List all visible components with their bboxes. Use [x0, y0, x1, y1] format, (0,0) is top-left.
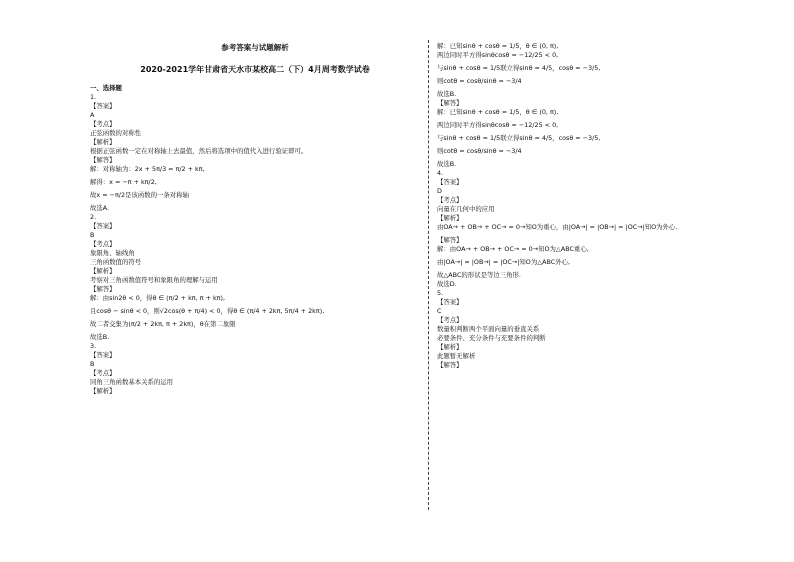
text-line: 故x = −π/2是该函数的一条对称轴 [90, 191, 189, 199]
text-line: 解得：x = −π + kπ/2, [90, 178, 157, 186]
text-line: B [90, 360, 95, 368]
text-line: 考察对三角函数值符号和象限角的理解与运用 [90, 276, 218, 284]
text-line: 【考点】 [437, 196, 463, 204]
text-line: 两边同时平方得sinθcosθ = −12/25 < 0, [437, 51, 559, 59]
text-line: 向量在几何中的应用 [437, 205, 495, 213]
text-line: 象限角、轴线角 [90, 249, 135, 257]
text-line: 此题暂无解析 [437, 352, 476, 360]
text-line: 5. [437, 289, 444, 297]
text-line: 故选B. [437, 160, 457, 168]
text-line: 【解答】 [437, 99, 463, 107]
text-line: 【解析】 [437, 214, 463, 222]
text-line: 【解析】 [90, 387, 116, 395]
text-line: 同角三角函数基本关系的运用 [90, 378, 174, 386]
text-line: 1. [90, 93, 97, 101]
page-title: 参考答案与试题解析 [221, 43, 289, 52]
text-line: 故选A. [90, 204, 110, 212]
text-line: 【解答】 [437, 361, 463, 369]
text-line: 由|OA→| = |OB→| = |OC→|知O为△ABC外心, [437, 258, 571, 266]
text-line: 根据正弦函数一定在对称轴上去最值，然后将选项中的值代入进行验证即可。 [90, 147, 308, 155]
text-line: 故选B. [90, 333, 110, 341]
text-line: 【考点】 [90, 120, 116, 128]
left-column [90, 44, 420, 396]
text-line: 故二者交集为(π/2 + 2kπ, π + 2kπ)，θ在第二象限 [90, 320, 236, 328]
text-line: 【解析】 [90, 267, 116, 275]
text-line: 则cotθ = cosθ/sinθ = −3/4 [437, 147, 522, 155]
text-line: 故选B. [437, 90, 457, 98]
text-line: 故选D. [437, 280, 457, 288]
text-line: A [90, 111, 95, 119]
text-line: 【考点】 [90, 369, 116, 377]
text-line: 由OA→ + OB→ + OC→ = 0→知O为重心，由|OA→| = |OB→| = |OC→|知O为外心. [437, 223, 678, 231]
text-line: 【答案】 [90, 102, 116, 110]
text-line: 则cotθ = cosθ/sinθ = −3/4 [437, 77, 522, 85]
text-line: 【考点】 [90, 240, 116, 248]
text-line: 两边同时平方得sinθcosθ = −12/25 < 0, [437, 121, 559, 129]
text-line: 与sinθ + cosθ = 1/5联立得sinθ = 4/5，cosθ = −3/5, [437, 64, 601, 72]
exam-title: 2020-2021学年甘肃省天水市某校高二（下）4月周考数学试卷 [140, 65, 370, 74]
right-column [437, 42, 737, 370]
text-line: 4. [437, 169, 444, 177]
text-line: 数量积判断两个平面向量的垂直关系 [437, 325, 540, 333]
text-line: C [437, 307, 442, 315]
text-line: 与sinθ + cosθ = 1/5联立得sinθ = 4/5，cosθ = −3/5, [437, 134, 601, 142]
text-line: 【答案】 [90, 222, 116, 230]
text-line: 【答案】 [90, 351, 116, 359]
text-line: 【解答】 [90, 156, 116, 164]
text-line: 【解析】 [437, 343, 463, 351]
text-line: 且cosθ − sinθ < 0，则√2cos(θ + π/4) < 0，得θ ∈ (π/4 + 2kπ, 5π/4 + 2kπ), [90, 307, 325, 315]
text-line: 2. [90, 213, 97, 221]
text-line: 故△ABC的形状是等边三角形. [437, 271, 521, 279]
text-line: 三角函数值的符号 [90, 258, 142, 266]
text-line: 【答案】 [437, 298, 463, 306]
text-line: 一、选择题 [90, 84, 122, 92]
text-line: 【答案】 [437, 178, 463, 186]
text-line: 【解答】 [90, 285, 116, 293]
text-line: B [90, 231, 95, 239]
text-line: 【解析】 [90, 138, 116, 146]
text-line: 解：由OA→ + OB→ + OC→ = 0→知O为△ABC重心, [437, 245, 589, 253]
text-line: D [437, 187, 442, 195]
text-line: 解：对称轴为：2x + 5π/3 = π/2 + kπ, [90, 165, 205, 173]
text-line: 解：由sin2θ < 0，得θ ∈ (π/2 + kπ, π + kπ), [90, 294, 226, 302]
text-line: 3. [90, 342, 97, 350]
text-line: 正弦函数的对称性 [90, 129, 142, 137]
text-line: 解：已知sinθ + cosθ = 1/5，θ ∈ (0, π), [437, 42, 559, 50]
text-line: 解：已知sinθ + cosθ = 1/5，θ ∈ (0, π), [437, 108, 559, 116]
text-line: 【解答】 [437, 236, 463, 244]
left-lines [90, 84, 420, 396]
text-line: 【考点】 [437, 316, 463, 324]
right-lines [437, 42, 737, 370]
text-line: 必要条件、充分条件与充要条件的判断 [437, 334, 546, 342]
column-divider [428, 40, 429, 510]
